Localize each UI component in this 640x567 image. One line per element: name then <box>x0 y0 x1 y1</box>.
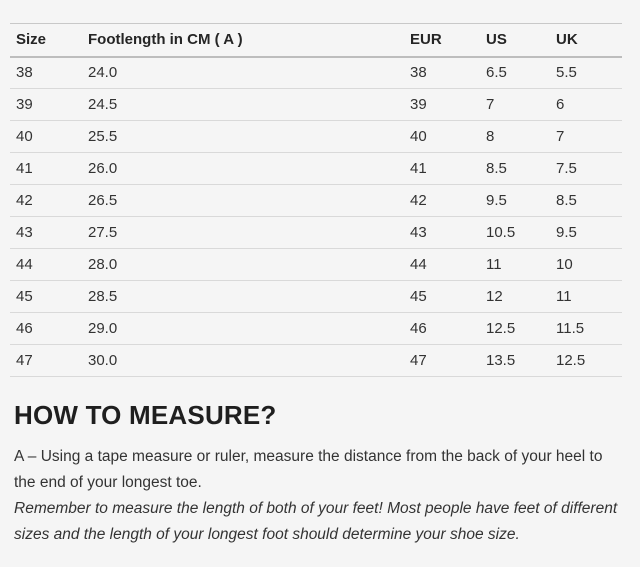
cell-uk: 5.5 <box>550 57 622 89</box>
cell-eur: 47 <box>404 345 480 377</box>
cell-uk: 9.5 <box>550 217 622 249</box>
cell-us: 9.5 <box>480 185 550 217</box>
column-header-footlength: Footlength in CM ( A ) <box>82 24 404 57</box>
cell-footlength: 28.0 <box>82 249 404 281</box>
cell-size: 46 <box>10 313 82 345</box>
cell-uk: 12.5 <box>550 345 622 377</box>
table-row <box>10 89 622 121</box>
column-header-size: Size <box>10 24 82 57</box>
cell-size: 39 <box>10 89 82 121</box>
table-row <box>10 153 622 185</box>
cell-footlength: 26.5 <box>82 185 404 217</box>
column-header-uk: UK <box>550 24 622 57</box>
cell-uk: 7.5 <box>550 153 622 185</box>
cell-uk: 11 <box>550 281 622 313</box>
cell-size: 43 <box>10 217 82 249</box>
cell-size: 42 <box>10 185 82 217</box>
table-header-row <box>10 24 622 57</box>
table-row <box>10 121 622 153</box>
cell-eur: 46 <box>404 313 480 345</box>
table-row <box>10 217 622 249</box>
cell-us: 11 <box>480 249 550 281</box>
cell-eur: 39 <box>404 89 480 121</box>
cell-eur: 40 <box>404 121 480 153</box>
measure-instruction-text: A – Using a tape measure or ruler, measure the distance from the back of your heel to the end of your longest toe. <box>14 448 603 491</box>
cell-footlength: 24.5 <box>82 89 404 121</box>
cell-footlength: 28.5 <box>82 281 404 313</box>
table-row <box>10 185 622 217</box>
cell-footlength: 25.5 <box>82 121 404 153</box>
cell-us: 10.5 <box>480 217 550 249</box>
cell-footlength: 27.5 <box>82 217 404 249</box>
cell-uk: 6 <box>550 89 622 121</box>
how-to-measure-title: HOW TO MEASURE? <box>14 400 277 430</box>
cell-eur: 45 <box>404 281 480 313</box>
cell-footlength: 30.0 <box>82 345 404 377</box>
cell-us: 12.5 <box>480 313 550 345</box>
table-row <box>10 57 622 89</box>
table-row <box>10 281 622 313</box>
column-header-eur: EUR <box>404 24 480 57</box>
cell-eur: 44 <box>404 249 480 281</box>
cell-footlength: 24.0 <box>82 57 404 89</box>
cell-eur: 43 <box>404 217 480 249</box>
cell-us: 8 <box>480 121 550 153</box>
cell-uk: 7 <box>550 121 622 153</box>
cell-us: 6.5 <box>480 57 550 89</box>
cell-us: 12 <box>480 281 550 313</box>
cell-us: 8.5 <box>480 153 550 185</box>
cell-size: 45 <box>10 281 82 313</box>
cell-size: 41 <box>10 153 82 185</box>
cell-size: 47 <box>10 345 82 377</box>
cell-footlength: 26.0 <box>82 153 404 185</box>
cell-size: 38 <box>10 57 82 89</box>
cell-footlength: 29.0 <box>82 313 404 345</box>
table-row <box>10 345 622 377</box>
column-header-us: US <box>480 24 550 57</box>
cell-size: 44 <box>10 249 82 281</box>
cell-us: 7 <box>480 89 550 121</box>
measure-note-text: Remember to measure the length of both of your feet! Most people have feet of different sizes and the length of your longest foot should determine your shoe size. <box>14 500 618 543</box>
cell-uk: 11.5 <box>550 313 622 345</box>
cell-eur: 41 <box>404 153 480 185</box>
cell-uk: 10 <box>550 249 622 281</box>
table-row <box>10 249 622 281</box>
cell-size: 40 <box>10 121 82 153</box>
cell-eur: 42 <box>404 185 480 217</box>
cell-us: 13.5 <box>480 345 550 377</box>
size-conversion-table <box>10 23 622 377</box>
cell-uk: 8.5 <box>550 185 622 217</box>
table-row <box>10 313 622 345</box>
cell-eur: 38 <box>404 57 480 89</box>
